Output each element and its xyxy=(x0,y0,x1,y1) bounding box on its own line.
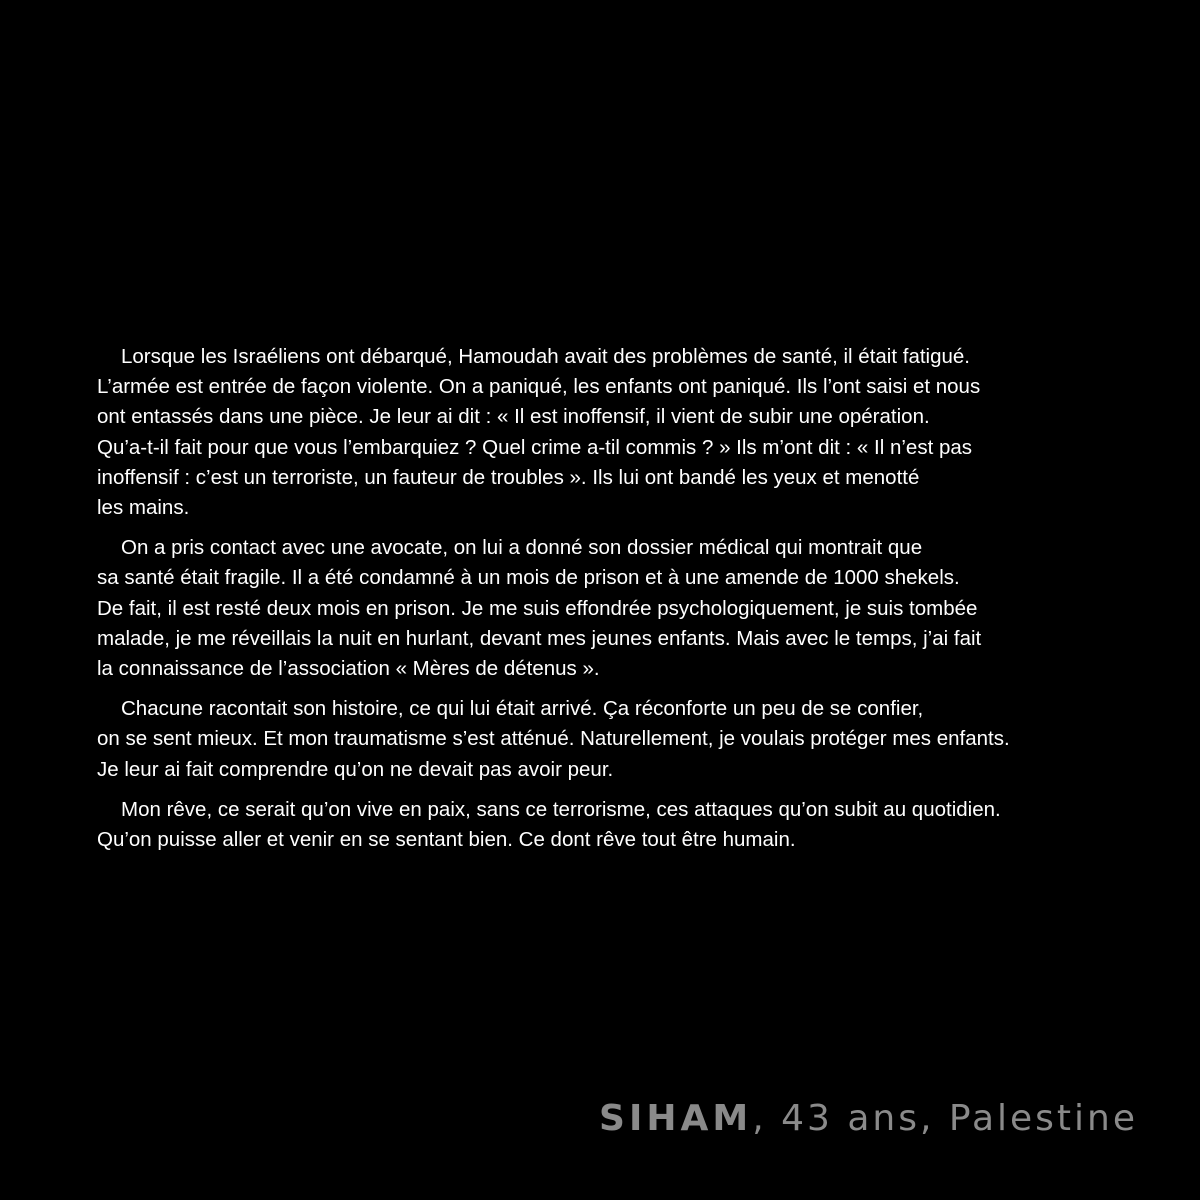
text-line: sa santé était fragile. Il a été condamné à un mois de prison et à une amende de 1000 shekels. xyxy=(97,566,960,590)
text-line: la connaissance de l’association « Mères de détenus ». xyxy=(97,657,600,681)
caption-name: SIHAM xyxy=(599,1098,753,1139)
paragraph-1 xyxy=(97,342,1097,523)
text-line: Qu’a-t-il fait pour que vous l’embarquiez ? Quel crime a-til commis ? » Ils m’ont dit : « Il n’est pas xyxy=(97,435,973,459)
paragraph-2 xyxy=(97,533,1097,684)
caption-details: , 43 ans, Palestine xyxy=(752,1098,1138,1139)
text-line: les mains. xyxy=(97,496,190,520)
text-line: ont entassés dans une pièce. Je leur ai dit : « Il est inoffensif, il vient de subir une opération. xyxy=(97,405,930,429)
text-line: on se sent mieux. Et mon traumatisme s’est atténué. Naturellement, je voulais protéger mes enfants. xyxy=(97,727,1010,751)
text-line: malade, je me réveillais la nuit en hurlant, devant mes jeunes enfants. Mais avec le temps, j’ai fait xyxy=(97,626,982,650)
text-line: De fait, il est resté deux mois en prison. Je me suis effondrée psychologiquement, je suis tombée xyxy=(97,596,978,620)
text-line: Mon rêve, ce serait qu’on vive en paix, sans ce terrorisme, ces attaques qu’on subit au quotidien. xyxy=(121,797,1001,821)
text-line: inoffensif : c’est un terroriste, un fauteur de troubles ». Ils lui ont bandé les yeux et menotté xyxy=(97,465,920,489)
text-line: Qu’on puisse aller et venir en se sentant bien. Ce dont rêve tout être humain. xyxy=(97,828,796,852)
text-line: Je leur ai fait comprendre qu’on ne devait pas avoir peur. xyxy=(97,757,614,781)
text-line: Chacune racontait son histoire, ce qui lui était arrivé. Ça réconforte un peu de se confier, xyxy=(121,697,924,721)
paragraph-4 xyxy=(97,795,1097,855)
caption xyxy=(599,1098,1138,1139)
paragraph-3 xyxy=(97,694,1097,785)
text-line: On a pris contact avec une avocate, on lui a donné son dossier médical qui montrait que xyxy=(121,536,923,560)
text-line: L’armée est entrée de façon violente. On a paniqué, les enfants ont paniqué. Ils l’ont saisi et nous xyxy=(97,375,981,399)
text-line: Lorsque les Israéliens ont débarqué, Hamoudah avait des problèmes de santé, il était fatigué. xyxy=(121,345,970,368)
testimony-text xyxy=(97,342,1097,865)
